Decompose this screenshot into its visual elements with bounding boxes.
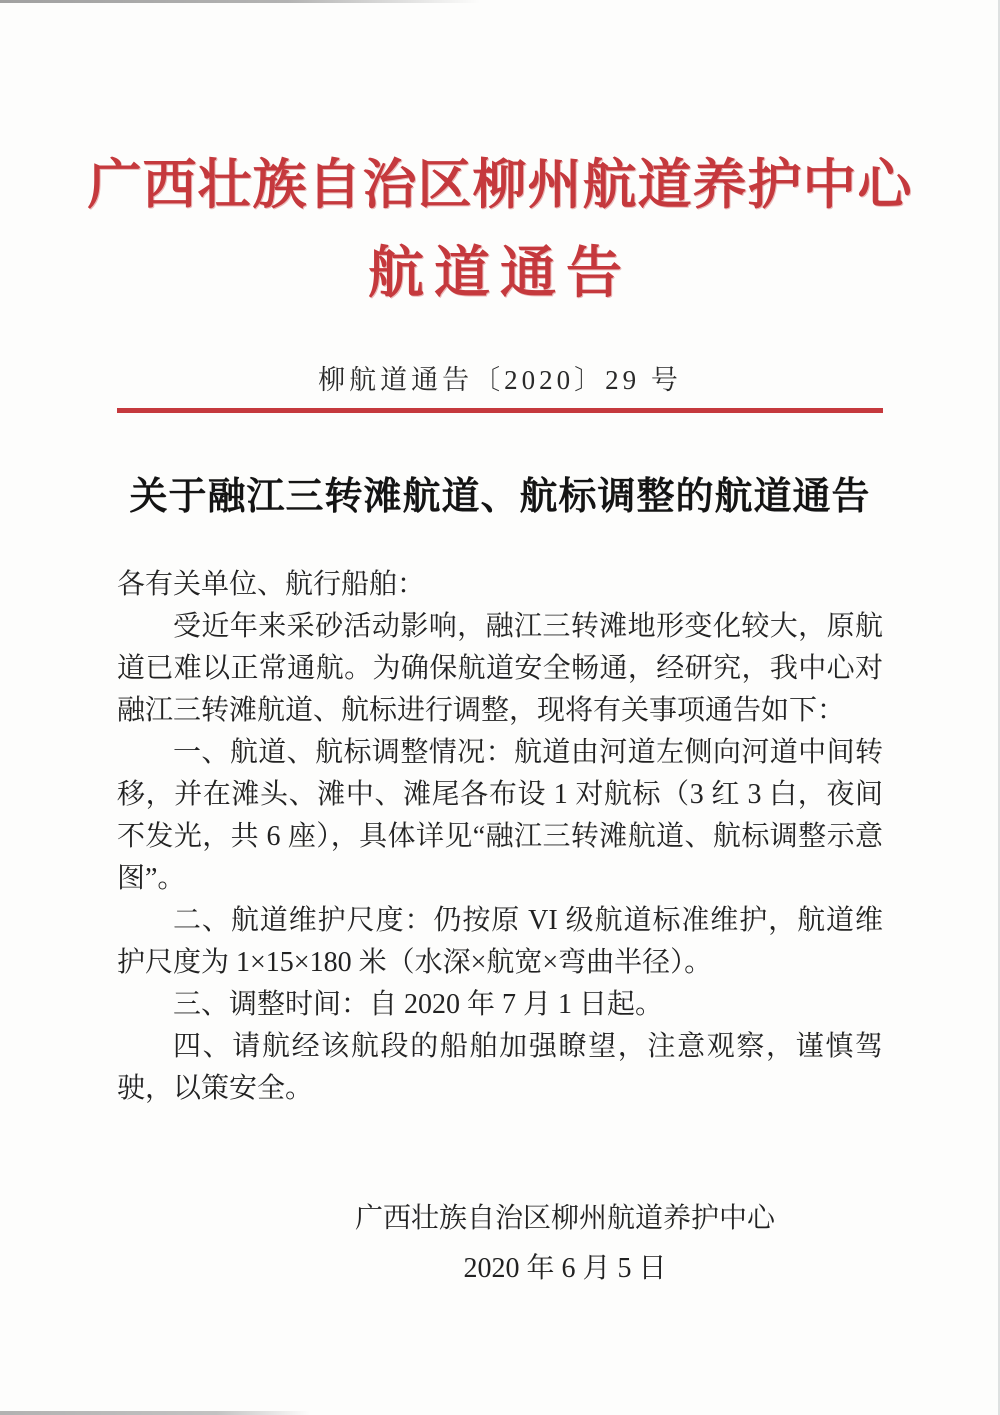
doc-number: 柳航道通告〔2020〕29 号	[318, 365, 682, 395]
paragraph-item-1: 一、航道、航标调整情况：航道由河道左侧向河道中间转移，并在滩头、滩中、滩尾各布设 1 对航标（3 红 3 白，夜间不发光，共 6 座），具体详见“融江三转滩航道、航标调整示意图”。	[117, 737, 883, 894]
signature-block	[0, 1194, 1000, 1294]
notice-body	[117, 564, 883, 1110]
paragraph-item-2: 二、航道维护尺度：仍按原 VI 级航道标准维护，航道维护尺度为 1×15×180 米（水深×航宽×弯曲半径）。	[117, 905, 883, 978]
paragraph-item-4: 四、请航经该航段的船舶加强瞭望，注意观察，谨慎驾驶，以策安全。	[117, 1031, 883, 1104]
scan-artifact-top	[0, 0, 480, 3]
notice-subject: 关于融江三转滩航道、航标调整的航道通告	[129, 476, 871, 518]
salutation: 各有关单位、航行船舶：	[117, 569, 426, 600]
signature-org: 广西壮族自治区柳州航道养护中心	[354, 1203, 775, 1234]
org-title: 广西壮族自治区柳州航道养护中心	[87, 155, 913, 215]
red-divider-rule	[117, 408, 883, 413]
paragraph-item-3: 三、调整时间：自 2020 年 7 月 1 日起。	[173, 989, 664, 1020]
doc-type-title: 航道通告	[368, 243, 632, 305]
scan-artifact-bottom	[0, 1411, 310, 1415]
signature-date: 2020 年 6 月 5 日	[463, 1253, 667, 1284]
paragraph-intro: 受近年来采砂活动影响，融江三转滩地形变化较大，原航道已难以正常通航。为确保航道安全畅通，经研究，我中心对融江三转滩航道、航标进行调整，现将有关事项通告如下：	[117, 611, 883, 726]
